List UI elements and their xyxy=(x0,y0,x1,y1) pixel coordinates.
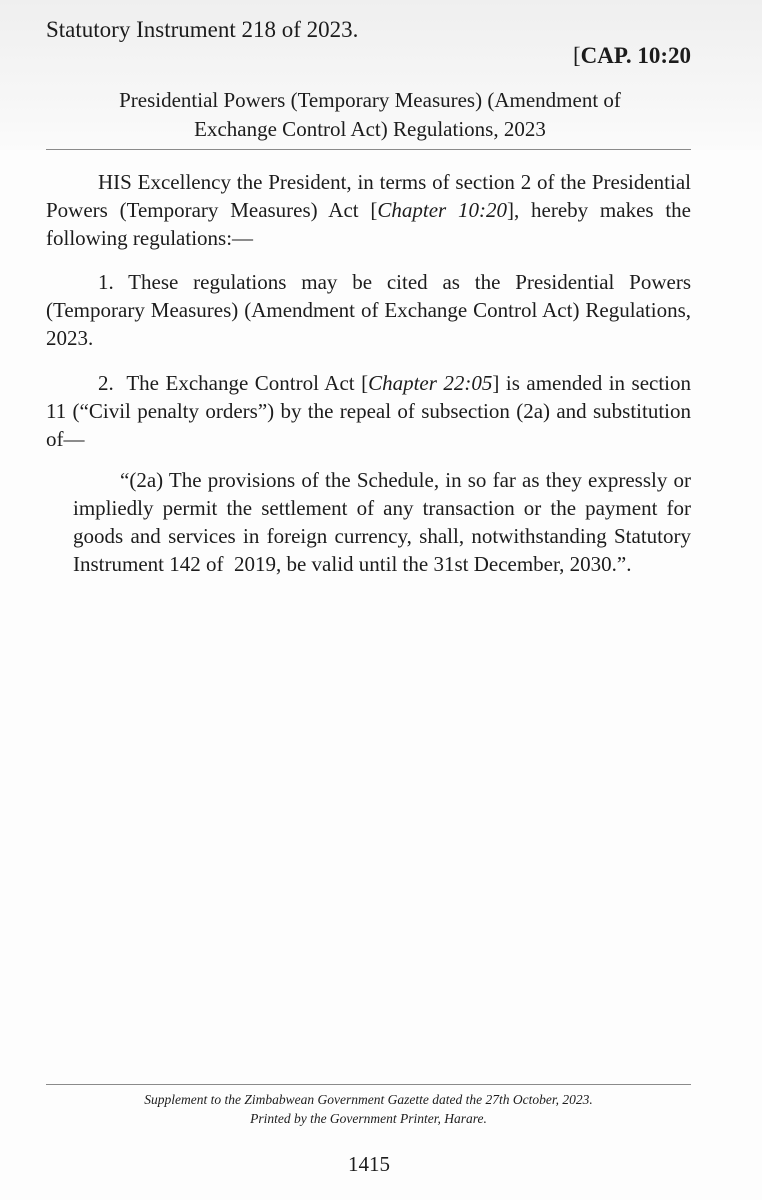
preamble-text-start: HIS Excellency the President, in terms of section 2 of the Presidential Powers (Temporary Measures) Act [ xyxy=(46,170,691,222)
quoted-subsection-text: “(2a) The provisions of the Schedule, in so far as they expressly or impliedly permit the settlement of any transaction or the payment for goods and services in foreign currency, shall, notwithstanding Statutory Instrument 142 of 2019, be valid until the 31st December, 2030.”. xyxy=(73,468,691,576)
footer-divider xyxy=(46,1084,691,1085)
gazette-line: Supplement to the Zimbabwean Government Gazette dated the 27th October, 2023. xyxy=(144,1092,593,1107)
preamble-paragraph xyxy=(46,168,691,252)
section-2-text-start: 2. The Exchange Control Act [ xyxy=(98,371,369,395)
section-2-chapter: Chapter 22:05 xyxy=(368,371,493,395)
chapter-reference xyxy=(573,40,691,72)
footer-note xyxy=(46,1090,691,1128)
preamble-chapter: Chapter 10:20 xyxy=(377,198,507,222)
section-2-paragraph xyxy=(46,369,691,453)
page-number: 1415 xyxy=(348,1152,390,1176)
section-2-text-end: ] is amended in section 11 (“Civil penalty orders”) by the repeal of subsection (2a) and substitution of— xyxy=(46,371,692,451)
regulations-title-line-1: Presidential Powers (Temporary Measures) (Amendment of xyxy=(119,88,621,112)
preamble-text-end: ], hereby makes the following regulations:— xyxy=(46,198,691,250)
regulations-title-line-2: Exchange Control Act) Regulations, 2023 xyxy=(194,117,546,141)
printer-line: Printed by the Government Printer, Harare. xyxy=(250,1111,487,1126)
chapter-reference-bracket: [ xyxy=(573,43,581,68)
chapter-reference-text: CAP. 10:20 xyxy=(580,43,691,68)
section-1-paragraph xyxy=(46,268,691,352)
title-divider xyxy=(46,149,691,150)
section-1-text: 1. These regulations may be cited as the Presidential Powers (Temporary Measures) (Amendment of Exchange Control Act) Regulations, 2023. xyxy=(46,270,691,350)
quoted-subsection-paragraph xyxy=(73,466,691,578)
statutory-instrument-number: Statutory Instrument 218 of 2023. xyxy=(46,17,359,42)
regulations-title xyxy=(60,86,680,144)
